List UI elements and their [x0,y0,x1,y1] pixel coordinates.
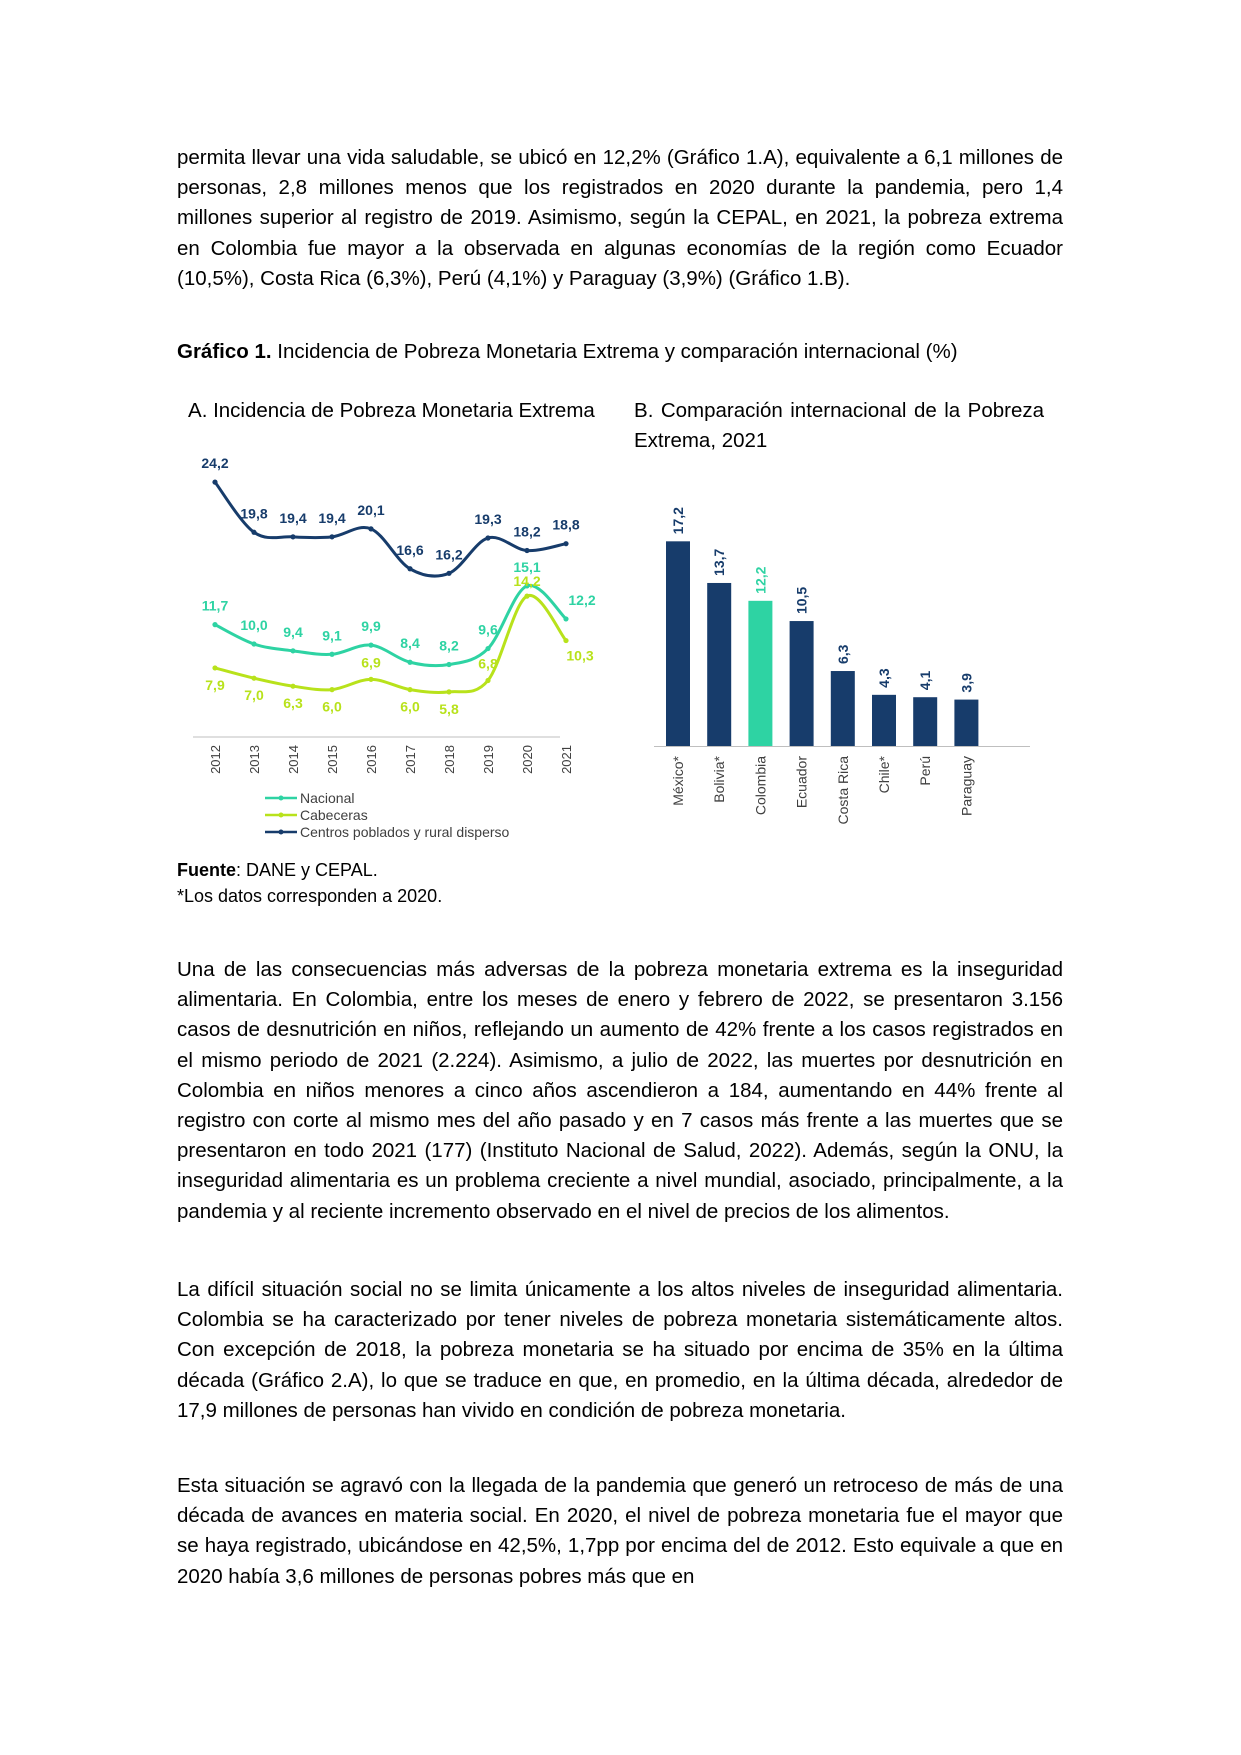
data-point [368,526,373,531]
data-point [407,687,412,692]
bar-chart-international-comparison [648,460,1058,850]
x-tick-label: 2019 [481,745,496,774]
data-label: 18,8 [552,516,580,533]
data-label: 7,9 [205,676,225,693]
data-point [251,641,256,646]
panel-b-letter: B [634,399,648,422]
data-label: 13,7 [711,548,728,576]
legend-marker [279,813,284,818]
data-point [368,643,373,648]
data-point [290,684,295,689]
data-label: 19,3 [474,510,502,527]
data-point [524,548,529,553]
x-tick-label: 2014 [286,745,301,774]
data-label: 6,3 [283,695,303,712]
panel-a-letter: A [188,399,202,422]
bar [790,621,814,746]
data-label: 16,2 [435,546,463,563]
data-label: 9,1 [322,627,342,644]
bar [707,583,731,746]
data-point [329,652,334,657]
series-line [215,595,566,692]
data-label: 8,4 [400,635,420,652]
figure-label: Gráfico 1. [177,340,272,363]
data-label: 24,2 [201,455,229,472]
data-label: 6,8 [478,655,498,672]
data-label: 19,4 [279,509,307,526]
data-label: 20,1 [357,501,385,518]
x-tick-label: 2016 [364,745,379,774]
figure-note: *Los datos corresponden a 2020. [177,886,443,906]
x-tick-label: 2013 [247,745,262,774]
line-chart-extreme-poverty [185,455,615,845]
figure-title-text: Incidencia de Pobreza Monetaria Extrema y comparación internacional (%) [277,340,958,363]
category-label: Perú [917,756,934,786]
data-label: 6,0 [400,698,420,715]
x-tick-label: 2018 [442,745,457,774]
data-label: 3,9 [958,673,975,693]
data-point [290,534,295,539]
data-point [368,677,373,682]
data-point [251,676,256,681]
data-point [212,480,217,485]
data-point [251,530,256,535]
data-point [407,660,412,665]
data-label: 6,3 [834,644,851,665]
data-point [563,638,568,643]
figure-source [177,857,378,883]
x-tick-label: 2017 [403,745,418,774]
paragraph-intro: permita llevar una vida saludable, se ubicó en 12,2% (Gráfico 1.A), equivalente a 6,1 millones de personas, 2,8 millones menos que los registrados en 2020 durante la pandemia, pero 1,4 millones superior al registro de 2019. Asimismo, según la CEPAL, en 2021, la pobreza extrema en Colombia fue mayor a la observada en algunas economías de la región como Ecuador (10,5%), Costa Rica (6,3%), Perú (4,1%) y Paraguay (3,9%) (Gráfico 1.B). [177,146,1063,290]
panel-b-title [634,396,1044,456]
data-point [407,566,412,571]
data-label: 4,1 [917,670,934,691]
legend-label: Centros poblados y rural disperso [300,824,510,840]
data-label: 19,8 [240,505,268,522]
data-point [485,535,490,540]
data-label: 10,0 [240,617,268,633]
data-label: 16,6 [396,541,424,558]
x-tick-label: 2020 [520,745,535,774]
data-label: 17,2 [670,507,686,535]
category-label: Paraguay [958,756,975,816]
data-point [212,622,217,627]
panel-a-title-text: . Incidencia de Pobreza Monetaria Extrema [201,399,595,422]
data-label: 9,6 [478,621,498,638]
category-label: Colombia [752,756,769,816]
x-tick-label: 2015 [325,745,340,774]
legend-label: Nacional [300,790,355,806]
bar [666,541,690,746]
data-point [485,678,490,683]
data-point [329,687,334,692]
data-point [446,662,451,667]
legend-marker [279,830,284,835]
data-label: 15,1 [513,558,541,575]
data-label: 6,9 [361,654,381,671]
data-label: 19,4 [318,509,346,526]
bar [872,695,896,746]
legend-marker [279,796,284,801]
data-label: 8,2 [439,637,459,654]
data-point [524,594,529,599]
panel-a-title [188,396,608,426]
data-label: 5,8 [439,700,459,717]
bar [913,697,937,746]
data-label: 10,3 [566,647,594,664]
x-tick-label: 2021 [559,745,574,774]
bar [954,700,978,746]
data-point [563,541,568,546]
series-line [215,585,566,665]
category-label: Bolivia* [711,756,728,803]
legend-label: Cabeceras [300,807,368,823]
x-tick-label: 2012 [208,745,223,774]
source-label: Fuente [177,860,237,880]
data-label: 7,0 [244,687,264,704]
paragraph-food-insecurity: Una de las consecuencias más adversas de la pobreza monetaria extrema es la inseguridad alimentaria. En Colombia, entre los meses de enero y febrero de 2022, se presentaron 3.156 casos de desnutrición en niños, reflejando un aumento de 42% frente a los casos registrados en el mismo periodo de 2021 (2.224). Asimismo, a julio de 2022, las muertes por desnutrición en Colombia en niños menores a cinco años ascendieron a 184, aumentando en 44% frente al registro con corte al mismo mes del año pasado y en 7 casos más frente a las muertes que se presentaron en todo 2021 (177) (Instituto Nacional de Salud, 2022). Además, según la ONU, la inseguridad alimentaria es un problema creciente a nivel mundial, asociado, principalmente, a la pandemia y al reciente incremento observado en el nivel de precios de los alimentos. [177,958,1063,1223]
data-label: 11,7 [201,597,229,614]
data-label: 12,2 [568,591,596,608]
data-point [212,665,217,670]
data-label: 14,2 [513,573,541,590]
data-label: 6,0 [322,698,342,715]
category-label: México* [670,756,686,806]
data-point [485,646,490,651]
paragraph-pandemic: Esta situación se agravó con la llegada de la pandemia que generó un retroceso de más de una década de avances en materia social. En 2020, el nivel de pobreza monetaria fue el mayor que se haya registrado, ubicándose en 42,5%, 1,7pp por encima del de 2012. Esto equivale a que en 2020 había 3,6 millones de personas pobres más que en [177,1474,1063,1588]
figure-title [177,340,958,364]
bar [748,601,772,746]
category-label: Costa Rica [834,756,851,825]
category-label: Ecuador [793,756,810,809]
data-label: 9,4 [283,623,303,640]
data-point [446,689,451,694]
data-label: 10,5 [793,586,810,615]
bar [831,671,855,746]
data-point [446,571,451,576]
paragraph-social-situation: La difícil situación social no se limita únicamente a los altos niveles de inseguridad alimentaria. Colombia se ha caracterizado por tener niveles de pobreza monetaria sistemáticamente altos. Con excepción de 2018, la pobreza monetaria se ha situado por encima de 35% en la última década (Gráfico 2.A), lo que se traduce en que, en promedio, en la última década, alrededor de 17,9 millones de personas han vivido en condición de pobreza monetaria. [177,1278,1063,1422]
source-text: : DANE y CEPAL. [236,860,378,880]
panel-b-title-text: . Comparación internacional de la Pobreza Extrema, 2021 [634,399,1044,452]
category-label: Chile* [876,756,892,794]
data-label: 18,2 [513,523,541,540]
data-label: 4,3 [876,668,892,688]
data-label: 12,2 [752,566,769,594]
data-label: 9,9 [361,618,381,635]
data-point [290,648,295,653]
data-point [329,534,334,539]
data-point [563,616,568,621]
